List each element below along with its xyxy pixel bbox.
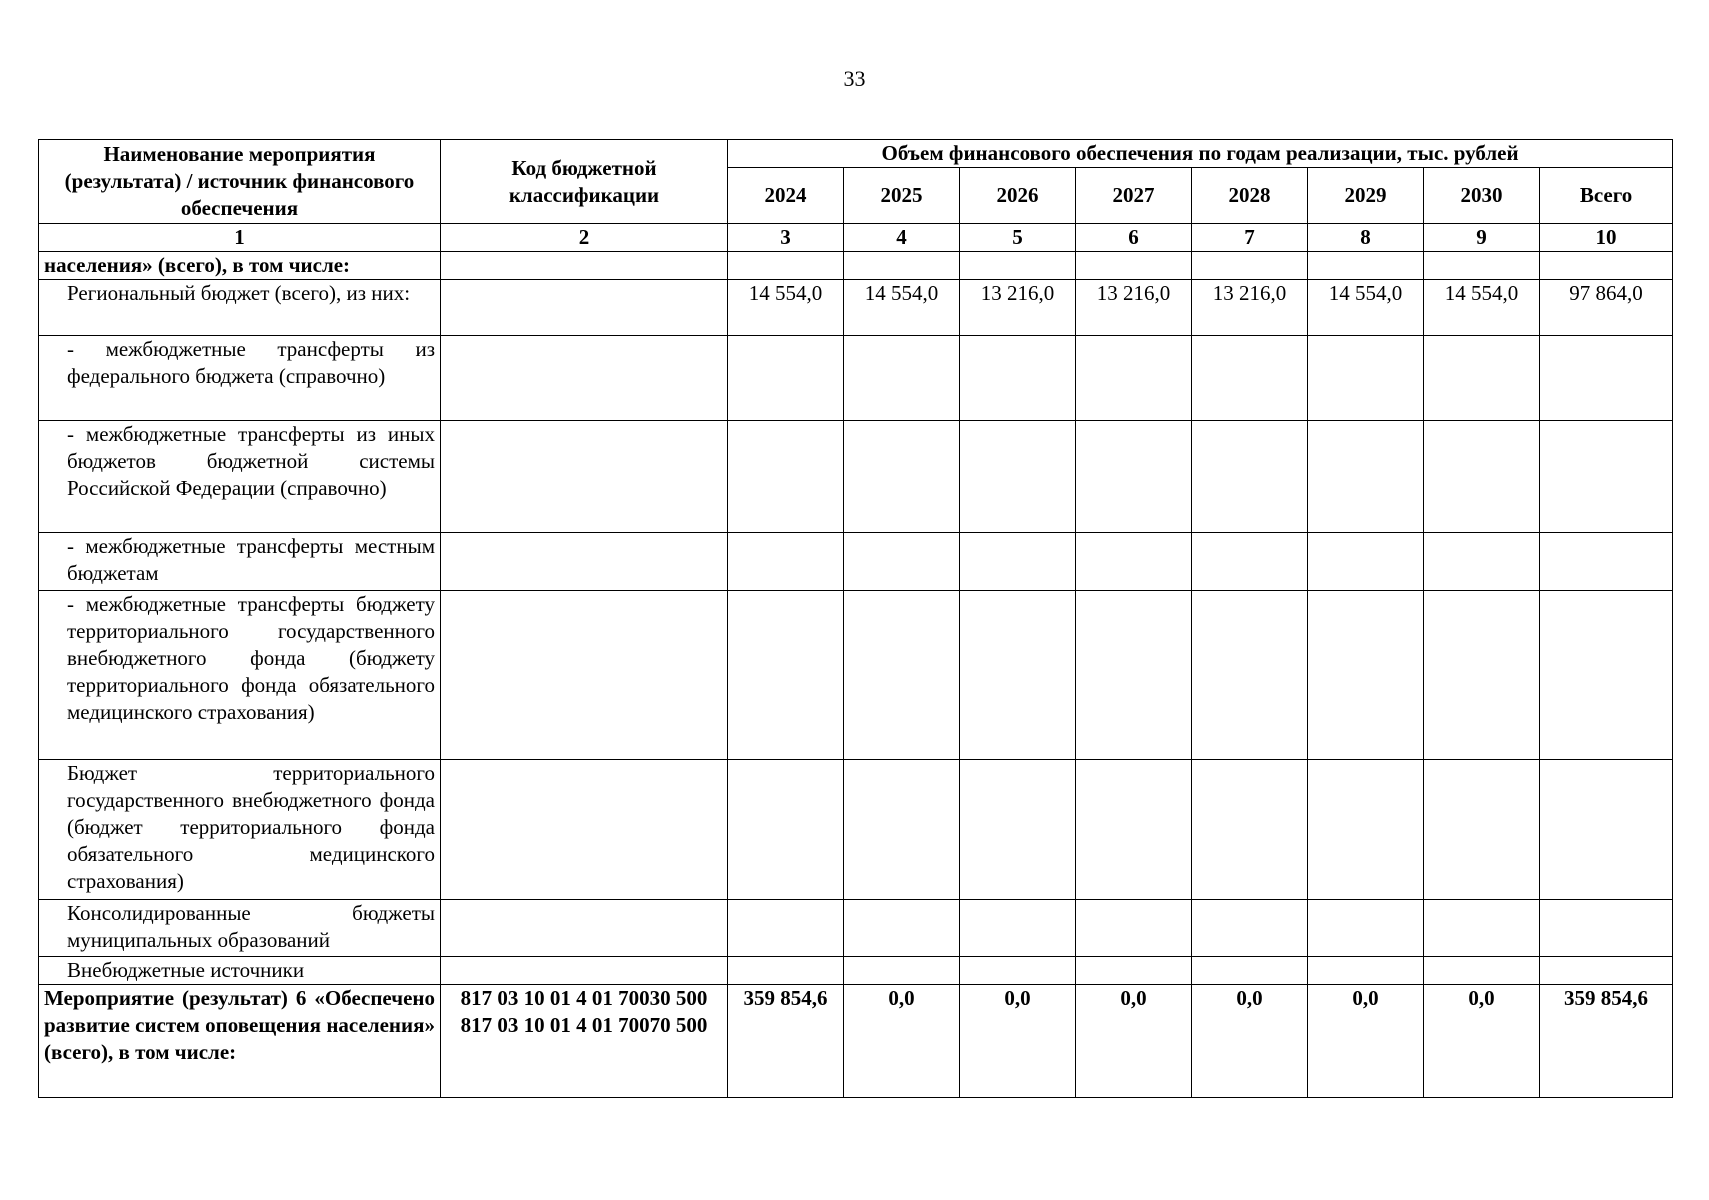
column-number: 6 bbox=[1076, 224, 1192, 252]
row-value bbox=[1308, 421, 1424, 533]
row-value bbox=[1540, 957, 1673, 985]
row-name: Консолидированные бюджеты муниципальных образований bbox=[39, 900, 441, 957]
column-number: 9 bbox=[1424, 224, 1540, 252]
row-name: - межбюджетные трансферты из федерального бюджета (справочно) bbox=[39, 336, 441, 421]
row-value: 97 864,0 bbox=[1540, 280, 1673, 336]
row-code bbox=[441, 591, 728, 760]
column-number: 4 bbox=[844, 224, 960, 252]
row-value bbox=[728, 421, 844, 533]
column-number: 2 bbox=[441, 224, 728, 252]
row-value bbox=[1424, 591, 1540, 760]
row-value bbox=[1192, 533, 1308, 591]
row-value bbox=[960, 760, 1076, 900]
row-value bbox=[1540, 421, 1673, 533]
header-total: Всего bbox=[1540, 168, 1673, 224]
row-value: 0,0 bbox=[1308, 985, 1424, 1098]
column-number: 10 bbox=[1540, 224, 1673, 252]
row-value bbox=[844, 533, 960, 591]
row-value bbox=[1308, 533, 1424, 591]
row-name: Внебюджетные источники bbox=[39, 957, 441, 985]
row-value bbox=[1308, 336, 1424, 421]
header-year: 2030 bbox=[1424, 168, 1540, 224]
row-value bbox=[1192, 760, 1308, 900]
header-year: 2025 bbox=[844, 168, 960, 224]
row-value bbox=[1076, 421, 1192, 533]
row-value bbox=[844, 760, 960, 900]
column-number: 3 bbox=[728, 224, 844, 252]
row-value bbox=[844, 421, 960, 533]
row-value bbox=[1424, 336, 1540, 421]
row-value: 0,0 bbox=[1424, 985, 1540, 1098]
header-year: 2026 bbox=[960, 168, 1076, 224]
row-code bbox=[441, 280, 728, 336]
row-value bbox=[728, 533, 844, 591]
column-numbers-row bbox=[39, 224, 1673, 252]
row-value bbox=[1540, 252, 1673, 280]
row-code bbox=[441, 760, 728, 900]
row-value bbox=[844, 900, 960, 957]
row-value bbox=[960, 591, 1076, 760]
table-row bbox=[39, 533, 1673, 591]
row-value bbox=[1076, 900, 1192, 957]
row-value bbox=[1540, 336, 1673, 421]
row-value bbox=[1540, 533, 1673, 591]
row-value bbox=[844, 957, 960, 985]
row-value bbox=[960, 957, 1076, 985]
row-value bbox=[1308, 900, 1424, 957]
header-year: 2024 bbox=[728, 168, 844, 224]
row-value bbox=[1540, 900, 1673, 957]
header-year: 2029 bbox=[1308, 168, 1424, 224]
column-number: 7 bbox=[1192, 224, 1308, 252]
row-value: 13 216,0 bbox=[1192, 280, 1308, 336]
row-value bbox=[728, 336, 844, 421]
row-value bbox=[1192, 591, 1308, 760]
header-volume: Объем финансового обеспечения по годам реализации, тыс. рублей bbox=[728, 140, 1673, 168]
budget-table bbox=[38, 139, 1673, 1098]
row-value bbox=[960, 336, 1076, 421]
row-value bbox=[844, 252, 960, 280]
row-name: - межбюджетные трансферты бюджету территориального государственного внебюджетного фонда (бюджету территориального фонда обязательного медицинского страхования) bbox=[39, 591, 441, 760]
row-value bbox=[960, 533, 1076, 591]
header-year: 2027 bbox=[1076, 168, 1192, 224]
row-value bbox=[1308, 760, 1424, 900]
row-value bbox=[1308, 591, 1424, 760]
row-value bbox=[1076, 336, 1192, 421]
row-code bbox=[441, 900, 728, 957]
row-value bbox=[1076, 957, 1192, 985]
row-value bbox=[960, 421, 1076, 533]
row-name: Региональный бюджет (всего), из них: bbox=[39, 280, 441, 336]
table-row bbox=[39, 336, 1673, 421]
row-value: 14 554,0 bbox=[728, 280, 844, 336]
row-value: 359 854,6 bbox=[1540, 985, 1673, 1098]
row-value bbox=[1540, 591, 1673, 760]
row-code bbox=[441, 336, 728, 421]
row-value: 13 216,0 bbox=[1076, 280, 1192, 336]
row-value bbox=[1076, 252, 1192, 280]
row-code bbox=[441, 957, 728, 985]
budget-code: 817 03 10 01 4 01 70030 500 bbox=[460, 986, 708, 1010]
table-row bbox=[39, 957, 1673, 985]
row-value bbox=[844, 336, 960, 421]
row-value bbox=[728, 957, 844, 985]
row-value: 14 554,0 bbox=[1308, 280, 1424, 336]
row-value bbox=[1424, 533, 1540, 591]
row-value bbox=[1192, 421, 1308, 533]
row-value bbox=[728, 591, 844, 760]
row-value bbox=[960, 900, 1076, 957]
row-value bbox=[1424, 252, 1540, 280]
table-row bbox=[39, 421, 1673, 533]
row-value bbox=[844, 591, 960, 760]
row-value bbox=[728, 760, 844, 900]
budget-code: 817 03 10 01 4 01 70070 500 bbox=[460, 1013, 708, 1037]
table-row bbox=[39, 900, 1673, 957]
table-row bbox=[39, 985, 1673, 1098]
column-number: 5 bbox=[960, 224, 1076, 252]
row-value bbox=[1308, 957, 1424, 985]
row-value bbox=[728, 252, 844, 280]
row-value bbox=[728, 900, 844, 957]
row-value bbox=[1192, 957, 1308, 985]
table-row bbox=[39, 252, 1673, 280]
row-value bbox=[1192, 252, 1308, 280]
column-number: 8 bbox=[1308, 224, 1424, 252]
page-number: 33 bbox=[843, 66, 866, 91]
row-code bbox=[441, 252, 728, 280]
row-value bbox=[1192, 336, 1308, 421]
row-name: населения» (всего), в том числе: bbox=[39, 252, 441, 280]
row-value bbox=[1192, 900, 1308, 957]
row-name: Бюджет территориального государственного внебюджетного фонда (бюджет территориального фонда обязательного медицинского страхования) bbox=[39, 760, 441, 900]
row-value: 0,0 bbox=[960, 985, 1076, 1098]
header-name: Наименование мероприятия (результата) / источник финансового обеспечения bbox=[39, 140, 441, 224]
row-value: 14 554,0 bbox=[1424, 280, 1540, 336]
row-value: 359 854,6 bbox=[728, 985, 844, 1098]
table-row bbox=[39, 591, 1673, 760]
row-value: 0,0 bbox=[1076, 985, 1192, 1098]
row-value bbox=[1424, 760, 1540, 900]
row-value bbox=[1424, 900, 1540, 957]
row-value bbox=[1076, 591, 1192, 760]
row-value bbox=[1424, 421, 1540, 533]
table-row bbox=[39, 280, 1673, 336]
row-value: 13 216,0 bbox=[960, 280, 1076, 336]
row-value: 0,0 bbox=[1192, 985, 1308, 1098]
row-name: - межбюджетные трансферты из иных бюджетов бюджетной системы Российской Федерации (справочно) bbox=[39, 421, 441, 533]
row-value bbox=[1076, 533, 1192, 591]
row-value bbox=[1540, 760, 1673, 900]
row-value bbox=[1076, 760, 1192, 900]
row-code bbox=[441, 533, 728, 591]
table-row bbox=[39, 760, 1673, 900]
row-code bbox=[441, 985, 728, 1098]
header-year: 2028 bbox=[1192, 168, 1308, 224]
row-value bbox=[960, 252, 1076, 280]
column-number: 1 bbox=[39, 224, 441, 252]
row-value bbox=[1308, 252, 1424, 280]
row-name: - межбюджетные трансферты местным бюджетам bbox=[39, 533, 441, 591]
row-code bbox=[441, 421, 728, 533]
row-name: Мероприятие (результат) 6 «Обеспечено развитие систем оповещения населения» (всего), в том числе: bbox=[39, 985, 441, 1098]
row-value: 14 554,0 bbox=[844, 280, 960, 336]
row-value bbox=[1424, 957, 1540, 985]
header-code: Код бюджетной классификации bbox=[441, 140, 728, 224]
row-value: 0,0 bbox=[844, 985, 960, 1098]
